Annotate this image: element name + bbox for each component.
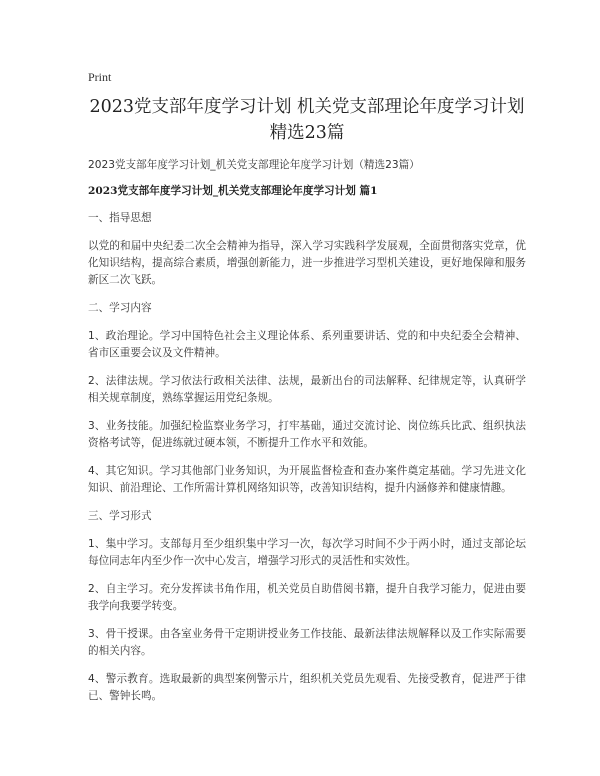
- paragraph: 2、自主学习。充分发挥读书角作用，机关党员自助借阅书籍，提升自我学习能力，促进由要我学向我要学转变。: [88, 583, 526, 612]
- paragraph: 1、政治理论。学习中国特色社会主义理论体系、系列重要讲话、党的和中央纪委全会精神、省市区重要会议及文件精神。: [88, 330, 526, 359]
- section-title: 2023党支部年度学习计划_机关党支部理论年度学习计划 篇1: [88, 185, 378, 197]
- section-heading: 二、学习内容: [88, 302, 152, 314]
- section-study-content: [88, 300, 526, 497]
- section-guiding-ideology: [88, 210, 526, 289]
- paragraph: 3、骨干授课。由各室业务骨干定期讲授业务工作技能、最新法律法规解释以及工作实际需要的相关内容。: [88, 628, 526, 657]
- paragraph: 以党的和届中央纪委二次全会精神为指导，深入学习实践科学发展观，全面贯彻落实党章，优化知识结构，提高综合素质，增强创新能力，进一步推进学习型机关建设，更好地保障和服务新区二次飞跃。: [88, 240, 526, 286]
- paragraph: 4、其它知识。学习其他部门业务知识，为开展监督检查和查办案件奠定基础。学习先进文化知识、前沿理论、工作所需计算机网络知识等，改善知识结构，提升内涵修养和健康情趣。: [88, 465, 526, 494]
- section-heading: 一、指导思想: [88, 212, 152, 224]
- document-subtitle: 2023党支部年度学习计划_机关党支部理论年度学习计划（精选23篇）: [88, 159, 420, 171]
- page-title: 2023党支部年度学习计划 机关党支部理论年度学习计划 精选23篇: [89, 97, 525, 143]
- paragraph: 2、法律法规。学习依法行政相关法律、法规，最新出台的司法解释、纪律规定等，认真研学相关规章制度，熟练掌握运用党纪条规。: [88, 375, 526, 404]
- paragraph: 3、业务技能。加强纪检监察业务学习，打牢基础，通过交流讨论、岗位练兵比武、组织执法资格考试等，促进练就过硬本领，不断提升工作水平和效能。: [88, 420, 526, 449]
- document-page: [88, 68, 526, 716]
- section-study-format: [88, 508, 526, 705]
- paragraph: 1、集中学习。支部每月至少组织集中学习一次，每次学习时间不少于两小时，通过支部论坛每位同志年内至少作一次中心发言，增强学习形式的灵活性和实效性。: [88, 538, 526, 567]
- section-heading: 三、学习形式: [88, 510, 152, 522]
- print-label: Print: [88, 70, 112, 84]
- paragraph: 4、警示教育。选取最新的典型案例警示片，组织机关党员先观看、先接受教育，促进严于律已、警钟长鸣。: [88, 673, 526, 702]
